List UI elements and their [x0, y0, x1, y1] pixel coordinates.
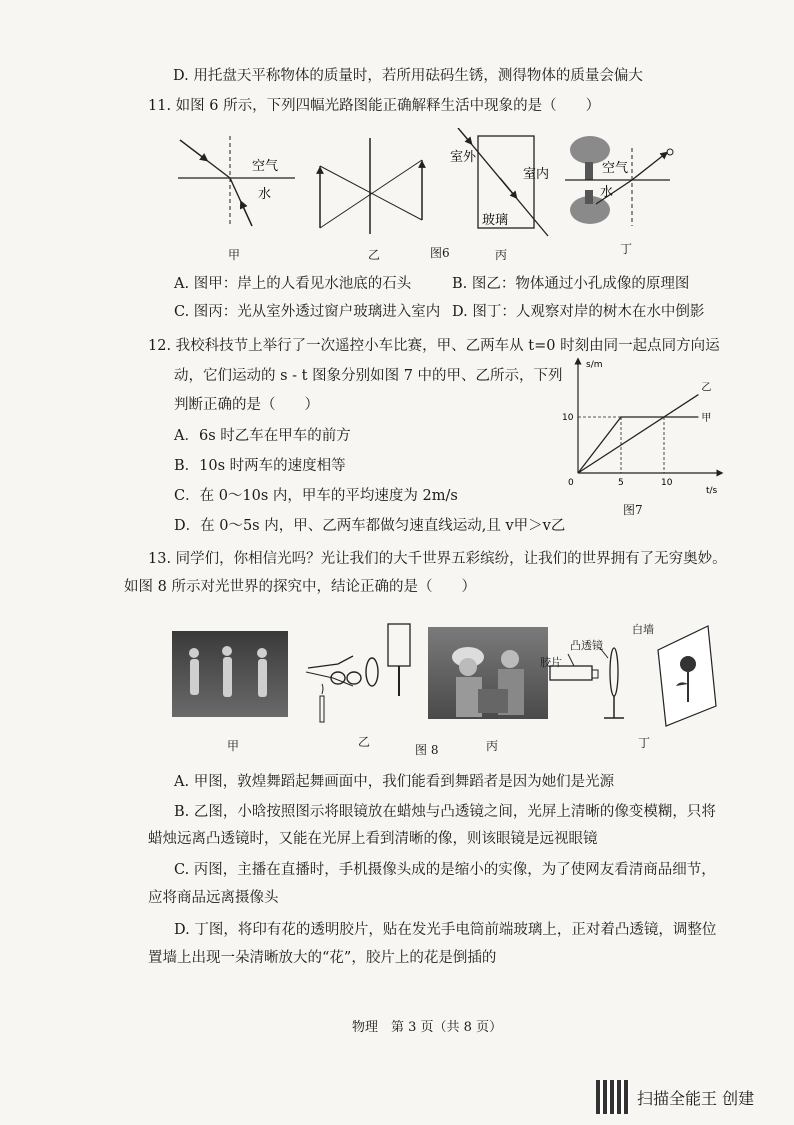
q13-stem-line2: 如图 8 所示对光世界的探究中，结论正确的是（ ） — [124, 579, 476, 595]
q12-stem-line1: 12. 我校科技节上举行了一次遥控小车比赛，甲、乙两车从 t=0 时刻由同一起点同方向运 — [148, 338, 720, 354]
page-footer: 物理 第 3 页（共 8 页） — [352, 1020, 503, 1035]
q10-option-d: D. 用托盘天平称物体的质量时，若所用砝码生锈，测得物体的质量会偏大 — [173, 68, 643, 84]
figure-6 — [170, 128, 680, 260]
y-tick-label: 10 — [562, 413, 574, 423]
fig6-label-yi: 乙 — [368, 248, 381, 262]
dancers-image — [172, 631, 288, 717]
series-line-jia — [578, 417, 698, 473]
series-label-jia: 甲 — [701, 413, 712, 424]
series-label-yi: 乙 — [701, 382, 712, 394]
q12-option-a: A．6s 时乙车在甲车的前方 — [174, 428, 351, 444]
q11-option-a: A. 图甲：岸上的人看见水池底的石头 — [174, 276, 412, 292]
fig6-bing-glass: 玻璃 — [482, 213, 509, 228]
series-line-yi — [578, 395, 698, 473]
fig6-ding-air: 空气 — [602, 161, 629, 176]
fig6-label-bing: 丙 — [495, 248, 508, 262]
fig8-label-bing: 丙 — [486, 739, 499, 753]
q12-option-c: C．在 0～10s 内，甲车的平均速度为 2m/s — [174, 488, 458, 504]
q12-option-b: B．10s 时两车的速度相等 — [174, 458, 346, 474]
q11-stem: 11. 如图 6 所示，下列四幅光路图能正确解释生活中现象的是（ ） — [148, 98, 601, 114]
fig7-caption: 图7 — [623, 503, 643, 517]
q13-option-c-line2: 应将商品远离摄像头 — [148, 890, 279, 906]
q13-option-a: A. 甲图，敦煌舞蹈起舞画面中，我们能看到舞蹈者是因为她们是光源 — [174, 774, 615, 790]
fig6-label-jia: 甲 — [228, 248, 241, 262]
fig6-jia-air: 空气 — [252, 159, 279, 174]
scanner-watermark: 扫描全能王 创建 — [637, 1089, 755, 1108]
fig8-ding-film: 胶片 — [540, 656, 562, 669]
fig6-jia-diagram — [178, 136, 295, 226]
fig6-bing-inside: 室内 — [523, 167, 550, 182]
q12-stem-line2: 动，它们运动的 s - t 图象分别如图 7 中的甲、乙所示，下列 — [174, 368, 563, 384]
fig8-ding-diagram — [538, 614, 718, 734]
q12-option-d: D．在 0～5s 内，甲、乙两车都做匀速直线运动,且 v甲＞v乙 — [174, 518, 566, 534]
fig8-label-ding: 丁 — [638, 736, 651, 750]
fig6-jia-water: 水 — [258, 187, 272, 202]
figure-7-chart — [560, 355, 730, 505]
q13-stem-line1: 13. 同学们，你相信光吗？光让我们的大千世界五彩缤纷，让我们的世界拥有了无穷奥妙。 — [148, 551, 727, 567]
qr-code-icon — [596, 1080, 630, 1114]
fig6-ding-diagram — [565, 136, 673, 226]
livestream-image — [428, 627, 548, 719]
fig8-ding-lens: 凸透镜 — [570, 639, 603, 652]
fig8-caption: 图 8 — [415, 743, 439, 757]
x-tick-label: 5 — [618, 478, 624, 488]
q11-option-b: B. 图乙：物体通过小孔成像的原理图 — [452, 276, 690, 292]
q11-option-c: C. 图丙：光从室外透过窗户玻璃进入室内 — [174, 304, 441, 320]
q13-option-d-line1: D. 丁图，将印有花的透明胶片，贴在发光手电筒前端玻璃上，正对着凸透镜，调整位 — [174, 922, 717, 938]
fig6-label-ding: 丁 — [620, 242, 633, 256]
fig8-yi-diagram — [298, 616, 418, 726]
fig8-label-jia: 甲 — [227, 739, 240, 753]
q11-option-d: D. 图丁：人观察对岸的树木在水中倒影 — [452, 304, 705, 320]
fig6-ding-water: 水 — [600, 185, 614, 200]
fig6-bing-outside: 室外 — [450, 150, 477, 165]
fig8-jia-photo — [172, 631, 288, 717]
fig6-yi-diagram — [320, 138, 422, 234]
fig8-ding-wall: 白墙 — [632, 623, 654, 636]
fig8-label-yi: 乙 — [358, 735, 371, 749]
q12-stem-line3: 判断正确的是（ ） — [174, 397, 319, 413]
q13-option-b-line2: 蜡烛远离凸透镜时，又能在光屏上看到清晰的像，则该眼镜是远视眼镜 — [148, 831, 598, 847]
fig8-bing-photo — [428, 627, 548, 719]
chart7-xlabel: t/s — [706, 486, 718, 496]
q13-option-d-line2: 置墙上出现一朵清晰放大的“花”，胶片上的花是倒插的 — [148, 950, 497, 966]
fig6-caption: 图6 — [430, 246, 450, 260]
x-tick-label: 10 — [661, 478, 673, 488]
q13-option-b-line1: B. 乙图，小晗按照图示将眼镜放在蜡烛与凸透镜之间，光屏上清晰的像变模糊，只将 — [174, 804, 716, 820]
q13-option-c-line1: C. 丙图，主播在直播时，手机摄像头成的是缩小的实像，为了使网友看清商品细节， — [174, 862, 716, 878]
x-tick-label: 0 — [568, 478, 574, 488]
chart7-ylabel: s/m — [586, 360, 603, 370]
